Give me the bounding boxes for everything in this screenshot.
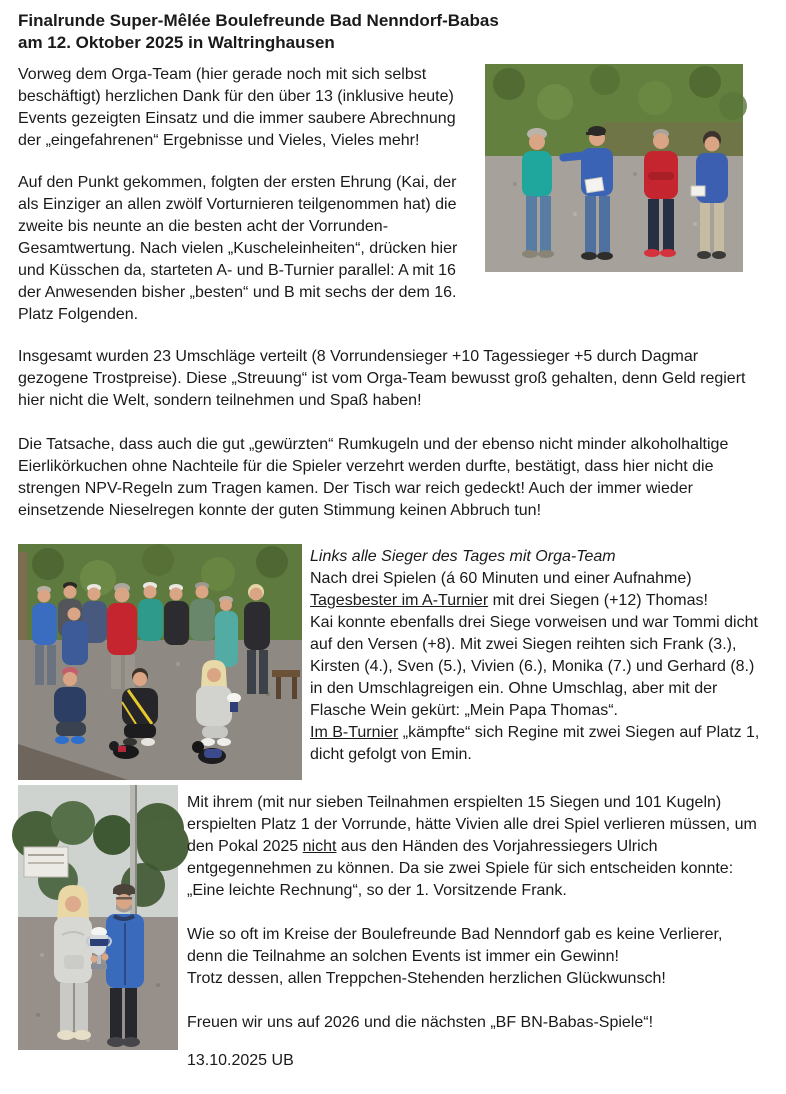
page-title-line1: Finalrunde Super-Mêlée Boulefreunde Bad Nenndorf-Babas xyxy=(18,11,499,30)
paragraph-ehrung: Auf den Punkt gekommen, folgten der ersten Ehrung (Kai, der als Einziger an allen zwölf Vorturnieren teilgenommen hat) die zweite bis neunte an die besten acht der Vorrunden-Gesamtwertung. Nach vielen „Kuscheleinheiten“, drücken hier und Küsschen da, starteten A- und B-Turnier parallel: A mit 16 der Anwesenden bisher „besten“ und B mit sechs der dem 16. Platz Folgenden. xyxy=(18,174,458,323)
intro-text-column xyxy=(18,64,474,326)
orga-team-photo-illustration xyxy=(485,64,743,272)
trophy-section xyxy=(18,785,772,1094)
b-turnier-underlined: Im B-Turnier xyxy=(310,724,399,741)
page-title-line2: am 12. Oktober 2025 in Waltringhausen xyxy=(18,33,335,52)
intro-section xyxy=(18,64,772,326)
paragraph-orga-dank: Vorweg dem Orga-Team (hier gerade noch mit sich selbst beschäftigt) herzlichen Dank für den über 13 (inklusive heute) Events gezeigten Einsatz und die immer saubere Abrechnung der „eingefahrenen“ Ergebnisse und Vieles, Vieles mehr! xyxy=(18,66,456,149)
a-turnier-rest: mit drei Siegen (+12) Thomas! xyxy=(488,592,708,609)
trophy-photo-illustration xyxy=(18,785,178,1050)
b-turnier-paragraph xyxy=(310,722,770,766)
winners-intro-line: Nach drei Spielen (á 60 Minuten und einer Aufnahme) xyxy=(310,570,692,587)
photo-caption: Links alle Sieger des Tages mit Orga-Team xyxy=(310,548,616,565)
b-turnier-rest: „kämpfte“ sich Regine mit zwei Siegen auf Platz 1, dicht gefolgt von Emin. xyxy=(310,724,760,763)
a-turnier-underlined: Tagesbester im A-Turnier xyxy=(310,592,489,609)
keine-verlierer-line3: Trotz dessen, allen Treppchen-Stehenden herzlichen Glückwunsch! xyxy=(187,970,666,987)
vivien-pokal-paragraph xyxy=(187,792,771,902)
winners-text-column xyxy=(310,544,770,780)
vivien-pokal-part1: Mit ihrem (mit nur sieben Teilnahmen erspielten 15 Siegen und 101 Kugeln) erspielten Platz 1 der Vorrunde, hätte Vivien alle drei Spiel verlieren müssen, um den Pokal 2025 xyxy=(187,794,757,855)
paragraph-rumkugeln: Die Tatsache, dass auch die gut „gewürzten“ Rumkugeln und der ebenso nicht minder alkoholhaltige Eierlikörkuchen ohne Nachteile für die Spieler verzehrt werden durfte, bestätigt, dass hier nicht die strengen NPV-Regeln zum Tragen kamen. Der Tisch war reich gedeckt! Auch der immer wieder einsetzende Nieselregen konnte der guten Stimmung keinen Abbruch tun! xyxy=(18,436,729,519)
winners-body-paragraph: Kai konnte ebenfalls drei Siege vorweisen und war Tommi dicht auf den Versen (+8). Mit zwei Siegen reihten sich Frank (3.), Kirsten (4.), Sven (5.), Vivien (6.), Monika (7.) und Gerhard (8.) in den Umschlagreigen ein. Ohne Umschlag, aber mit der Flasche Wein gekürt: „Mein Papa Thomas“. xyxy=(310,614,758,719)
winners-group-photo-illustration xyxy=(18,544,302,780)
winners-group-photo xyxy=(18,544,302,780)
trophy-handover-photo xyxy=(18,785,178,1050)
outlook-paragraph: Freuen wir uns auf 2026 und die nächsten „BF BN-Babas-Spiele“! xyxy=(187,1014,654,1031)
page-title xyxy=(18,10,772,54)
winners-section xyxy=(18,544,772,780)
date-signature: 13.10.2025 UB xyxy=(187,1052,294,1069)
a-turnier-paragraph xyxy=(310,590,770,612)
keine-verlierer-line1: Wie so oft im Kreise der Boulefreunde Bad Nenndorf gab es keine Verlierer, xyxy=(187,926,723,943)
nicht-underlined: nicht xyxy=(302,838,337,855)
orga-team-photo xyxy=(485,64,743,272)
trophy-text-column xyxy=(187,785,771,1094)
keine-verlierer-paragraph xyxy=(187,924,771,990)
paragraph-umschlaege: Insgesamt wurden 23 Umschläge verteilt (8 Vorrundensieger +10 Tagessieger +5 durch Dagmar gezogene Trostpreise). Diese „Streuung“ ist vom Orga-Team bewusst groß gehalten, denn Geld regiert hier nicht die Welt, sondern teilnehmen und Spaß haben! xyxy=(18,348,746,409)
vivien-pokal-part2: aus den Händen des Vorjahressiegers Ulrich entgegennehmen zu können. Da sie zwei Spiele für sich entscheiden konnte: „Eine leichte Rechnung“, so der 1. Vorsitzende Frank. xyxy=(187,838,734,899)
keine-verlierer-line2: denn die Teilnahme an solchen Events ist immer ein Gewinn! xyxy=(187,948,619,965)
